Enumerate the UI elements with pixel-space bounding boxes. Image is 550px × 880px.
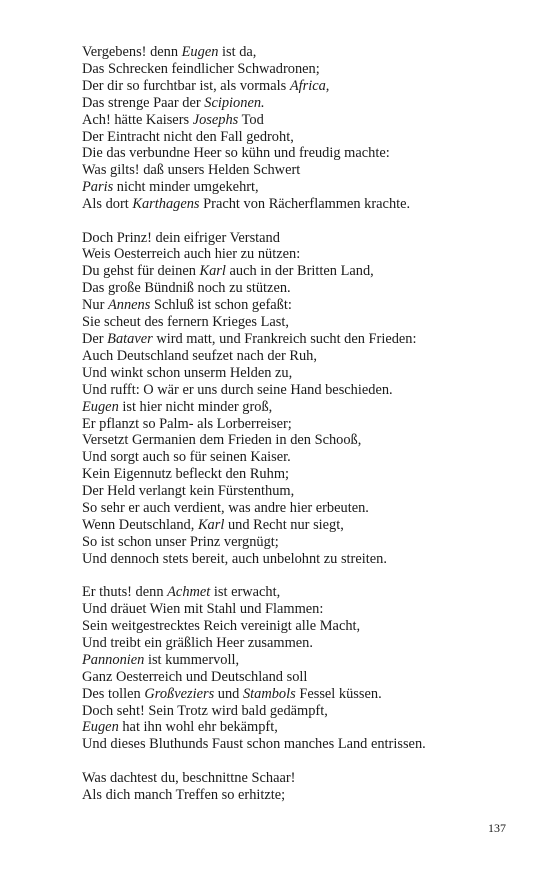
stanza	[82, 770, 522, 804]
verse-line	[82, 331, 522, 348]
verse-line	[82, 95, 522, 112]
verse-line	[82, 61, 522, 78]
verse-line	[82, 601, 522, 618]
verse-line	[82, 466, 522, 483]
text-segment: Kein Eigennutz befleckt den Ruhm;	[82, 466, 290, 483]
italic-segment: Eugen	[82, 398, 119, 415]
verse-line	[82, 399, 522, 416]
text-segment: wird matt, und Frankreich sucht den Frieden:	[152, 331, 417, 347]
text-segment: Was dachtest du, beschnittne Schaar!	[82, 769, 296, 786]
italic-segment: Großveziers	[144, 685, 215, 702]
text-segment: Er pflanzt so Palm- als Lorberreiser;	[82, 415, 292, 432]
text-segment: Das strenge Paar der	[82, 94, 205, 111]
italic-segment: Eugen	[181, 44, 219, 60]
text-segment: Vergebens! denn	[82, 44, 182, 60]
text-segment: Fessel küssen.	[295, 685, 382, 702]
verse-line	[82, 230, 522, 247]
verse-line	[82, 145, 522, 162]
verse-line	[82, 112, 522, 129]
italic-segment: Karl	[197, 516, 225, 533]
verse-line	[82, 314, 522, 331]
verse-line	[82, 534, 522, 551]
verse-line	[82, 365, 522, 382]
verse-line	[82, 652, 522, 669]
text-segment: Sie scheut des fernern Krieges Last,	[82, 314, 289, 331]
verse-line	[82, 179, 522, 196]
text-segment: Und dieses Bluthunds Faust schon manches Land entrissen.	[82, 736, 426, 753]
text-segment: und	[214, 685, 243, 702]
verse-line	[82, 263, 522, 280]
text-segment: Wenn Deutschland,	[82, 516, 198, 533]
text-segment: Doch Prinz! dein eifriger Verstand	[82, 229, 280, 246]
verse-line	[82, 584, 522, 601]
text-segment: auch in der Britten Land,	[225, 263, 374, 280]
verse-line	[82, 686, 522, 703]
italic-segment: Josephs	[192, 111, 239, 128]
verse-line	[82, 449, 522, 466]
italic-segment: Karl	[199, 263, 226, 280]
italic-segment: Annens	[107, 297, 151, 314]
text-segment: So ist schon unser Prinz vergnügt;	[82, 533, 279, 550]
italic-segment: Achmet	[167, 584, 211, 601]
verse-line	[82, 129, 522, 146]
verse-line	[82, 500, 522, 517]
stanza	[82, 230, 522, 568]
text-segment: Und treibt ein gräßlich Heer zusammen.	[82, 634, 313, 651]
text-segment: Der Held verlangt kein Fürstenthum,	[82, 483, 295, 500]
text-segment: hat ihn wohl ehr bekämpft,	[118, 719, 278, 736]
text-segment: Und dennoch stets bereit, auch unbelohnt zu streiten.	[82, 550, 387, 567]
text-segment: Als dort	[82, 196, 133, 213]
text-segment: Das Schrecken feindlicher Schwadronen;	[82, 60, 320, 77]
verse-line	[82, 196, 522, 213]
verse-line	[82, 618, 522, 635]
text-segment: So sehr er auch verdient, was andre hier erbeuten.	[82, 500, 369, 517]
verse-line	[82, 517, 522, 534]
text-segment: ist da,	[218, 44, 257, 60]
verse-line	[82, 719, 522, 736]
text-segment: Und rufft: O wär er uns durch seine Hand beschieden.	[82, 381, 393, 398]
verse-line	[82, 432, 522, 449]
verse-line	[82, 635, 522, 652]
verse-line	[82, 483, 522, 500]
text-segment: Und winkt schon unserm Helden zu,	[82, 364, 293, 381]
text-segment: Des tollen	[82, 685, 145, 702]
stanza	[82, 44, 522, 213]
text-segment: Der Eintracht nicht den Fall gedroht,	[82, 128, 294, 145]
text-segment: Ach! hätte Kaisers	[82, 111, 193, 128]
text-segment: Und dräuet Wien mit Stahl und Flammen:	[82, 601, 324, 618]
italic-segment: Karthagens	[132, 196, 200, 213]
verse-line	[82, 280, 522, 297]
text-segment: Was gilts! daß unsers Helden Schwert	[82, 162, 301, 179]
text-segment: Nur	[82, 297, 108, 314]
text-segment: Versetzt Germanien dem Frieden in den Schooß,	[82, 432, 362, 449]
page-number: 137	[488, 821, 506, 835]
verse-line	[82, 703, 522, 720]
text-segment: Weis Oesterreich auch hier zu nützen:	[82, 246, 301, 263]
verse-line	[82, 246, 522, 263]
text-segment: nicht minder umgekehrt,	[113, 179, 259, 196]
verse-line	[82, 382, 522, 399]
text-segment: Schluß ist schon gefaßt:	[150, 297, 292, 314]
verse-line	[82, 78, 522, 95]
verse-line	[82, 297, 522, 314]
verse-line	[82, 551, 522, 568]
verse-line	[82, 162, 522, 179]
text-segment: Und sorgt auch so für seinen Kaiser.	[82, 449, 291, 466]
text-segment: Auch Deutschland seufzet nach der Ruh,	[82, 347, 317, 364]
text-segment: Pracht von Rächerflammen krachte.	[199, 196, 411, 213]
text-segment: Doch seht! Sein Trotz wird bald gedämpft,	[82, 702, 328, 719]
italic-segment: Eugen	[82, 719, 119, 736]
text-segment: ist kummervoll,	[144, 651, 240, 668]
italic-segment: Scipionen.	[204, 94, 265, 111]
text-segment: Sein weitgestrecktes Reich vereinigt alle Macht,	[82, 618, 361, 634]
text-segment: ist hier nicht minder groß,	[118, 398, 273, 415]
italic-segment: Stambols	[242, 685, 296, 702]
stanza	[82, 584, 522, 753]
text-segment: Tod	[238, 111, 264, 128]
text-segment: Der dir so furchtbar ist, als vormals	[82, 77, 290, 94]
verse-line	[82, 787, 522, 804]
verse-line	[82, 348, 522, 365]
text-segment: Ganz Oesterreich und Deutschland soll	[82, 668, 308, 685]
verse-line	[82, 416, 522, 433]
verse-line	[82, 44, 522, 61]
text-segment: Die das verbundne Heer so kühn und freudig machte:	[82, 145, 390, 162]
text-segment: Der	[82, 331, 108, 347]
text-segment: Als dich manch Treffen so erhitzte;	[82, 786, 286, 803]
italic-segment: Paris	[82, 179, 114, 196]
text-segment: und Recht nur siegt,	[224, 516, 344, 533]
verse-line	[82, 669, 522, 686]
text-segment: Du gehst für deinen	[82, 263, 200, 280]
italic-segment: Africa,	[289, 77, 330, 94]
verse-line	[82, 736, 522, 753]
italic-segment: Pannonien	[82, 651, 145, 668]
text-segment: Das große Bündniß noch zu stützen.	[82, 280, 291, 297]
text-segment: ist erwacht,	[210, 584, 281, 601]
italic-segment: Bataver	[107, 331, 153, 347]
text-segment: Er thuts! denn	[82, 584, 168, 601]
poem-body	[82, 44, 522, 820]
verse-line	[82, 770, 522, 787]
